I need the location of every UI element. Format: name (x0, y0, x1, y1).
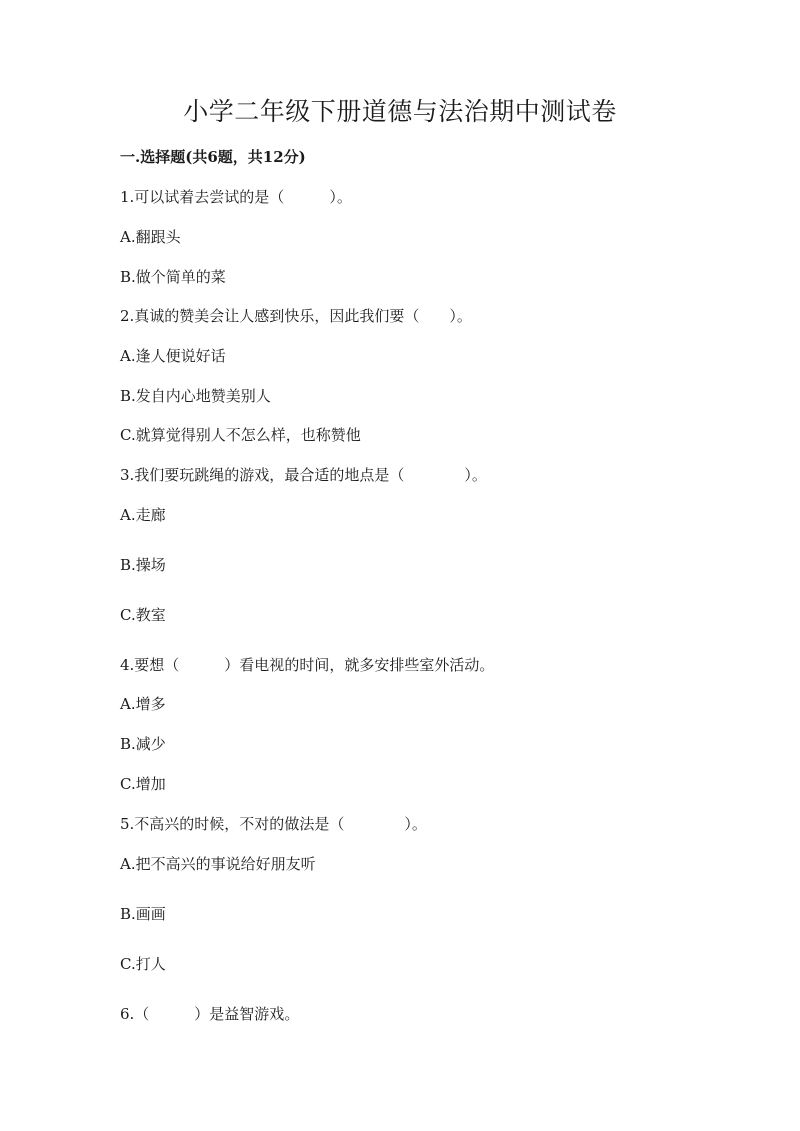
page-title: 小学二年级下册道德与法治期中测试卷 (183, 97, 617, 126)
question-1-option-b: B.做个简单的菜 (120, 268, 226, 286)
question-5-option-c: C.打人 (120, 955, 166, 973)
question-4-option-b: B.减少 (120, 735, 166, 753)
question-stem-1: 1.可以试着去尝试的是（ ）。 (120, 188, 352, 206)
question-3-option-b: B.操场 (120, 556, 166, 574)
question-stem-4: 4.要想（ ）看电视的时间，就多安排些室外活动。 (120, 656, 495, 674)
question-3-option-c: C.教室 (120, 606, 166, 624)
question-1-option-a: A.翻跟头 (120, 228, 181, 246)
question-stem-5: 5.不高兴的时候，不对的做法是（ ）。 (120, 815, 427, 833)
question-4-option-c: C.增加 (120, 775, 166, 793)
question-4-option-a: A.增多 (120, 695, 166, 713)
question-3-option-a: A.走廊 (120, 506, 166, 524)
question-stem-6: 6.（ ）是益智游戏。 (120, 1005, 300, 1023)
section-heading: 一.选择题(共6题，共12分) (120, 148, 306, 166)
question-5-option-b: B.画画 (120, 905, 166, 923)
question-2-option-c: C.就算觉得别人不怎么样，也称赞他 (120, 426, 361, 444)
question-stem-3: 3.我们要玩跳绳的游戏，最合适的地点是（ ）。 (120, 466, 487, 484)
question-2-option-a: A.逢人便说好话 (120, 347, 226, 365)
question-5-option-a: A.把不高兴的事说给好朋友听 (120, 855, 316, 873)
question-2-option-b: B.发自内心地赞美别人 (120, 387, 271, 405)
question-stem-2: 2.真诚的赞美会让人感到快乐，因此我们要（ ）。 (120, 307, 472, 325)
